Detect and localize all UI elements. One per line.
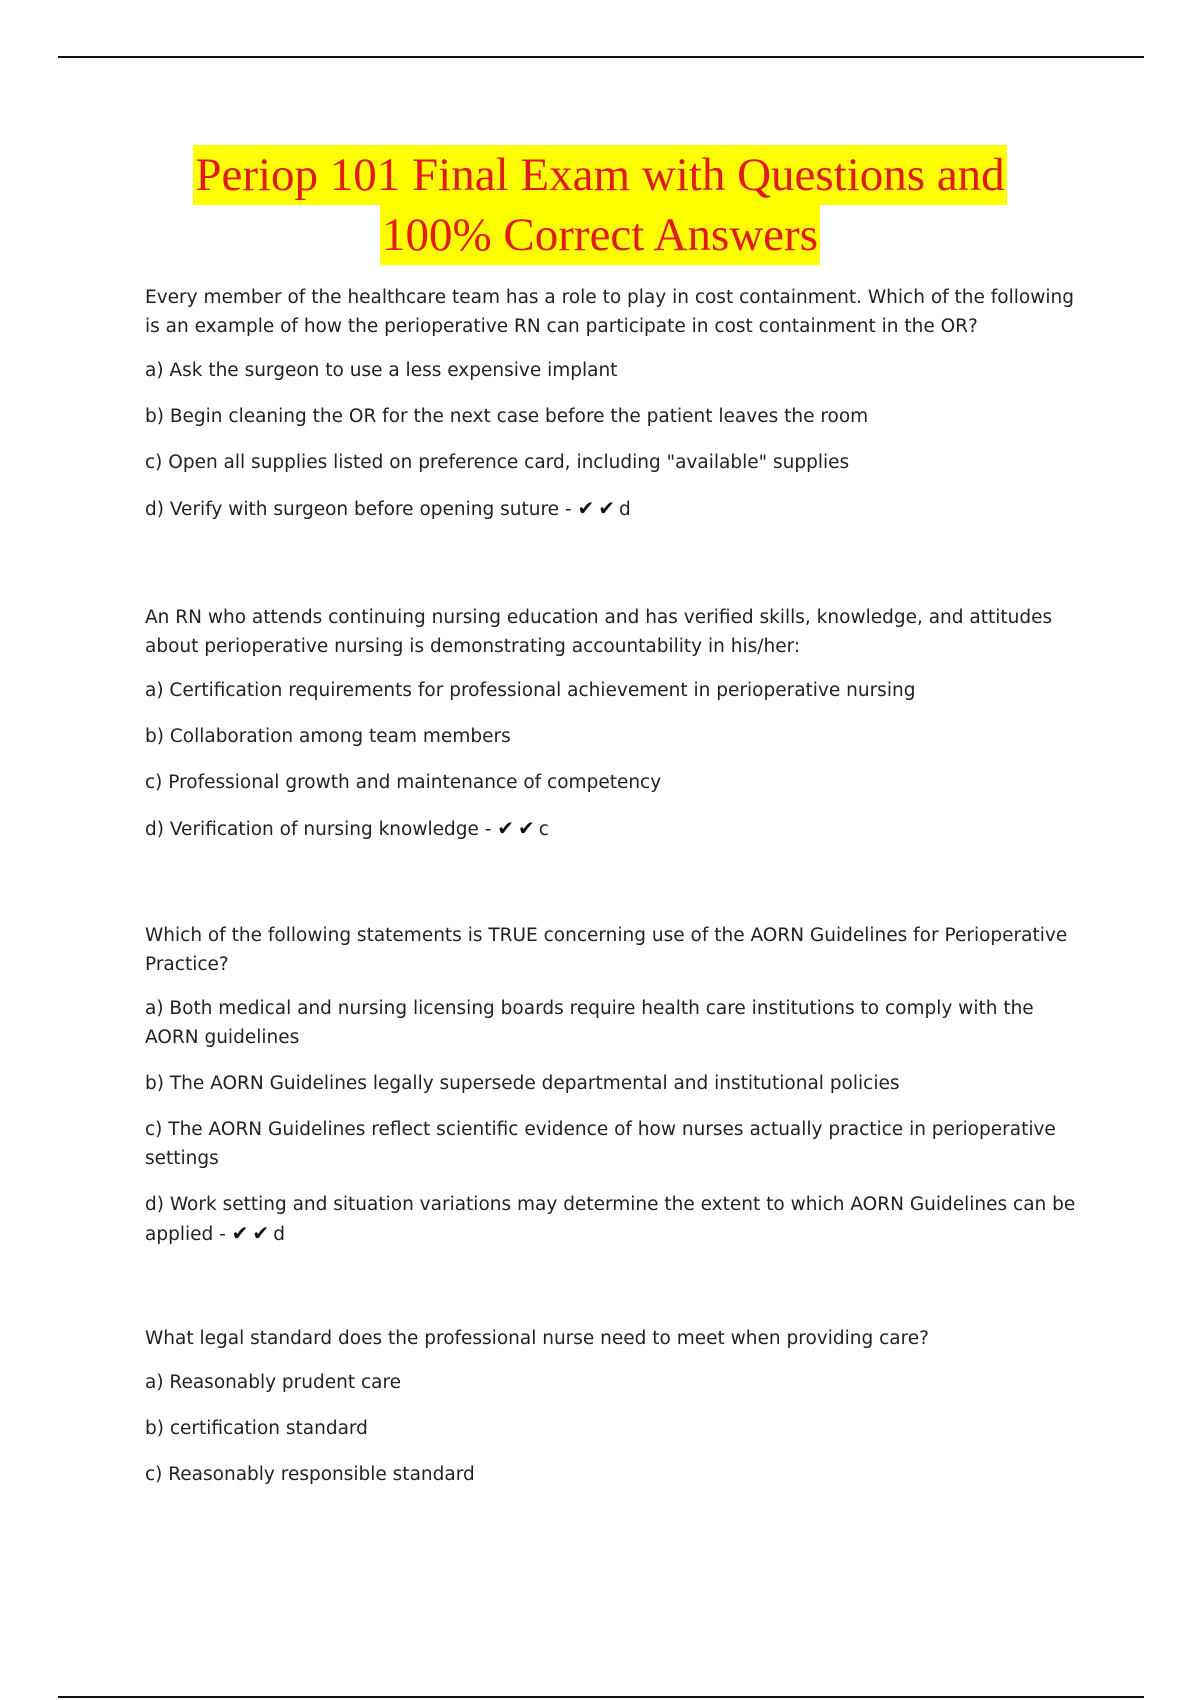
check-mark-icon: ✔✔ <box>231 1221 274 1245</box>
option-c: c) The AORN Guidelines reflect scientific evidence of how nurses actually practice in perioperative settings <box>145 1119 1056 1169</box>
option-b: b) Begin cleaning the OR for the next case before the patient leaves the room <box>145 406 869 427</box>
title-line-2: 100% Correct Answers <box>380 205 820 265</box>
question-text: What legal standard does the professional nurse need to meet when providing care? <box>145 1328 930 1349</box>
check-mark-icon: ✔✔ <box>497 816 539 840</box>
option-b: b) The AORN Guidelines legally supersede departmental and institutional policies <box>145 1073 900 1094</box>
option-d: d) Work setting and situation variations may determine the extent to which AORN Guidelines can be applied - <box>145 1194 1076 1245</box>
option-c: c) Professional growth and maintenance of competency <box>145 772 662 793</box>
question-text: An RN who attends continuing nursing education and has verified skills, knowledge, and attitudes about perioperative nursing is demonstrating accountability in his/her: <box>145 607 1053 657</box>
question-text: Which of the following statements is TRUE concerning use of the AORN Guidelines for Perioperative Practice? <box>145 925 1068 975</box>
answer-letter: c <box>538 819 549 840</box>
option-d: d) Verification of nursing knowledge - <box>145 819 498 840</box>
exam-content <box>145 283 1090 1506</box>
option-b: b) certification standard <box>145 1418 368 1439</box>
option-a: a) Ask the surgeon to use a less expensive implant <box>145 360 618 381</box>
option-d-with-answer <box>145 494 1090 524</box>
question-block-3 <box>145 921 1090 1249</box>
question-block-2 <box>145 603 1090 844</box>
option-d-with-answer <box>145 814 1090 844</box>
option-a: a) Reasonably prudent care <box>145 1372 402 1393</box>
question-block-1 <box>145 283 1090 524</box>
question-text: Every member of the healthcare team has a role to play in cost containment. Which of the following is an example of how the perioperative RN can participate in cost containment in the OR? <box>145 287 1074 337</box>
answer-letter: d <box>273 1224 285 1245</box>
option-d: d) Verify with surgeon before opening suture - <box>145 499 578 520</box>
title-line-1: Periop 101 Final Exam with Questions and <box>193 145 1006 205</box>
bottom-rule <box>58 1696 1144 1698</box>
option-c: c) Open all supplies listed on preference card, including "available" supplies <box>145 452 850 473</box>
page-title <box>0 145 1200 265</box>
option-d-with-answer <box>145 1190 1090 1249</box>
option-a: a) Certification requirements for professional achievement in perioperative nursing <box>145 680 916 701</box>
option-a: a) Both medical and nursing licensing boards require health care institutions to comply with the AORN guidelines <box>145 998 1034 1048</box>
answer-letter: d <box>618 499 631 520</box>
check-mark-icon: ✔✔ <box>577 496 619 520</box>
top-rule <box>58 56 1144 58</box>
option-b: b) Collaboration among team members <box>145 726 511 747</box>
option-c: c) Reasonably responsible standard <box>145 1464 475 1485</box>
question-block-4 <box>145 1324 1090 1489</box>
